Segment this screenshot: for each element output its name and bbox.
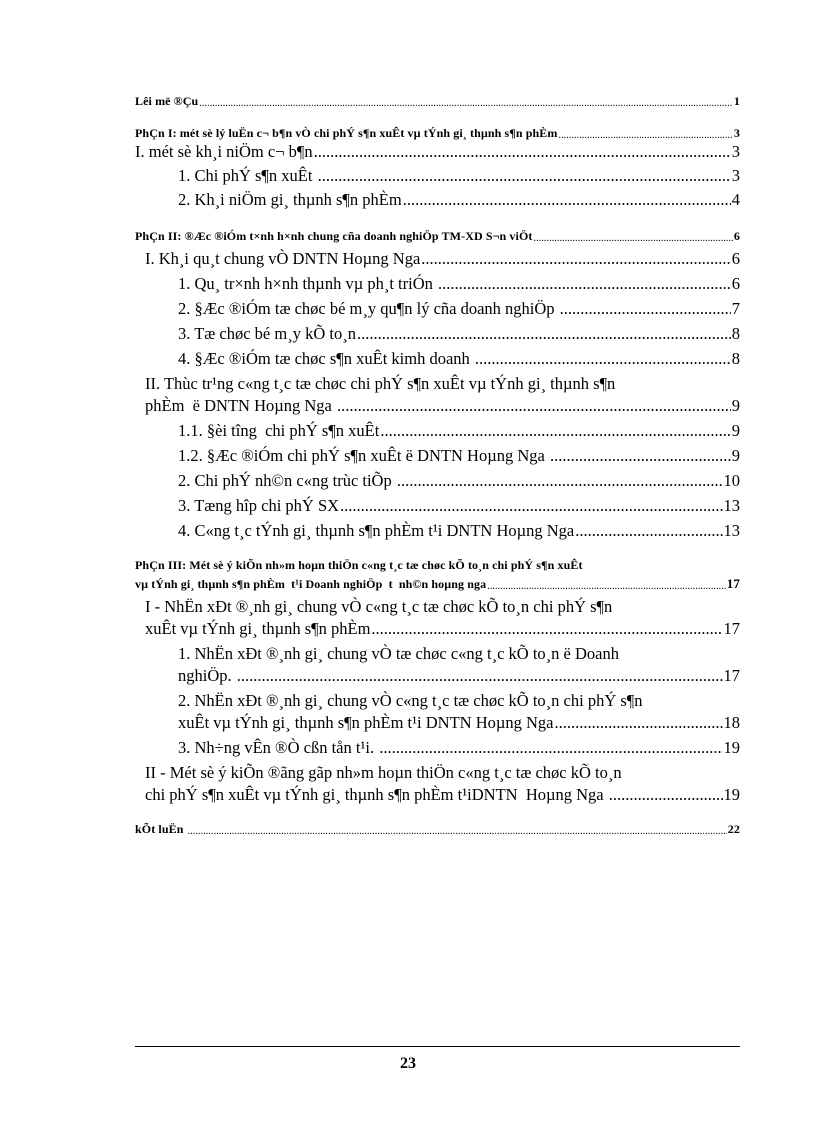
toc-entry-p2-s1 [135, 249, 740, 269]
toc-page-number: 9 [731, 421, 740, 440]
toc-entry-p2-s2-4 [135, 521, 740, 541]
toc-entry-part2 [135, 229, 740, 244]
toc-page-number: 8 [731, 349, 740, 368]
toc-entry-p3-s1-2 [135, 691, 740, 733]
toc-entry-title: 3. Tæ chøc bé m¸y kÕ to¸n [178, 324, 356, 343]
toc-entry-title-line2: vµ tÝnh gi¸ thµnh s¶n phÈm t¹i Doanh nghiÖp t nh©n hoµng nga [135, 577, 487, 591]
toc-entry-title: 4. C«ng t¸c tÝnh gi¸ thµnh s¶n phÈm t¹i DNTN Hoµng Nga [178, 521, 575, 540]
toc-entry-title: PhÇn II: ®Æc ®iÓm t×nh h×nh chung cña doanh nghiÖp TM-XD S¬n viÖt [135, 229, 533, 243]
toc-entry-p1-s1 [135, 142, 740, 162]
toc-entry-p2-s2-3 [135, 496, 740, 516]
toc-entry-title: 1. Chi phÝ s¶n xuÊt [178, 166, 317, 185]
toc-page-number: 17 [726, 576, 740, 591]
page-number: 23 [400, 1055, 416, 1072]
toc-entry-title: 3. Tæng hîp chi phÝ SX [178, 496, 340, 515]
toc-page-number: 4 [731, 190, 740, 209]
toc-page-number: 13 [723, 496, 740, 515]
toc-entry-part3 [135, 558, 740, 592]
toc-entry-title-line2: xuÊt vµ tÝnh gi¸ thµnh s¶n phÈm [145, 619, 371, 638]
toc-page-number: 1 [733, 94, 740, 108]
toc-entry-title: 2. §Æc ®iÓm tæ chøc bé m¸y qu¶n lý cña doanh nghiÖp [178, 299, 559, 318]
table-of-contents [135, 92, 740, 837]
toc-entry-title: 1.1. §èi tîng chi phÝ s¶n xuÊt [178, 421, 380, 440]
toc-entry-title: I. Kh¸i qu¸t chung vÒ DNTN Hoµng Nga [145, 249, 421, 268]
toc-entry-p2-s1-3 [135, 324, 740, 344]
toc-page-number: 9 [731, 446, 740, 465]
toc-entry-p2-s1-1 [135, 274, 740, 294]
toc-entry-title: 3. Nh÷ng vÊn ®Ò cßn tån t¹i. [178, 738, 379, 757]
toc-entry-p2-s2-2 [135, 471, 740, 491]
toc-entry-conclusion [135, 822, 740, 837]
toc-entry-p2-s1-4 [135, 349, 740, 369]
toc-entry-title-line1: II - Mét sè ý kiÕn ®ãng gãp nh»m hoµn thiÖn c«ng t¸c tæ chøc kÕ to¸n [145, 763, 622, 782]
toc-entry-title-line1: II. Thùc tr¹ng c«ng t¸c tæ chøc chi phÝ s¶n xuÊt vµ tÝnh gi¸ thµnh s¶n [145, 374, 616, 393]
toc-entry-title: PhÇn I: mét sè lý luËn c¬ b¶n vÒ chi phÝ s¶n xuÊt vµ tÝnh gi¸ thµnh s¶n phÈm [135, 126, 558, 140]
toc-page-number: 22 [727, 822, 740, 836]
toc-entry-title-line1: I - NhËn xÐt ®¸nh gi¸ chung vÒ c«ng t¸c tæ chøc kÕ to¸n chi phÝ s¶n [145, 597, 613, 616]
toc-page-number: 3 [733, 126, 740, 140]
toc-page-number: 19 [723, 738, 740, 757]
toc-entry-p1-s1-2 [135, 190, 740, 210]
toc-entry-p2-s1-2 [135, 299, 740, 319]
toc-entry-p3-s1-3 [135, 738, 740, 758]
toc-entry-title-line1: 2. NhËn xÐt ®¸nh gi¸ chung vÒ c«ng t¸c tæ chøc kÕ to¸n chi phÝ s¶n [178, 691, 643, 710]
toc-entry-intro [135, 94, 740, 109]
toc-page-number: 10 [723, 471, 740, 490]
toc-page-number: 17 [723, 619, 740, 638]
toc-entry-title-line2: nghiÖp. [178, 666, 236, 685]
toc-page-number: 3 [731, 142, 740, 161]
toc-entry-title: 1. Qu¸ tr×nh h×nh thµnh vµ ph¸t triÓn [178, 274, 437, 293]
toc-entry-p2-s2-12 [135, 446, 740, 466]
toc-entry-p2-s2 [135, 374, 740, 416]
toc-entry-title-line1: 1. NhËn xÐt ®¸nh gi¸ chung vÒ tæ chøc c«ng t¸c kÕ to¸n ë Doanh [178, 644, 619, 663]
toc-entry-p3-s1-1 [135, 644, 740, 686]
toc-entry-title: I. mét sè kh¸i niÖm c¬ b¶n [135, 142, 313, 161]
toc-entry-p3-s1 [135, 597, 740, 639]
toc-entry-title: Lêi më ®Çu [135, 94, 199, 108]
footer-divider [135, 1046, 740, 1047]
toc-entry-title-line2: xuÊt vµ tÝnh gi¸ thµnh s¶n phÈm t¹i DNTN Hoµng Nga [178, 713, 554, 732]
toc-entry-title: kÕt luËn [135, 822, 187, 836]
toc-page-number: 18 [723, 713, 740, 732]
toc-page-number: 8 [731, 324, 740, 343]
toc-entry-title: 4. §Æc ®iÓm tæ chøc s¶n xuÊt kimh doanh [178, 349, 474, 368]
toc-entry-p2-s2-11 [135, 421, 740, 441]
toc-entry-title-line1: PhÇn III: Mét sè ý kiÕn nh»m hoµn thiÖn c«ng t¸c tæ chøc kÕ to¸n chi phÝ s¶n xuÊt [135, 558, 583, 572]
toc-entry-title-line2: chi phÝ s¶n xuÊt vµ tÝnh gi¸ thµnh s¶n phÈm t¹iDNTN Hoµng Nga [145, 785, 608, 804]
toc-entry-title: 2. Chi phÝ nh©n c«ng trùc tiÕp [178, 471, 396, 490]
toc-page-number: 6 [733, 229, 740, 243]
toc-page-number: 6 [731, 274, 740, 293]
toc-entry-p1-s1-1 [135, 166, 740, 186]
toc-entry-title-line2: phÈm ë DNTN Hoµng Nga [145, 396, 336, 415]
toc-page-number: 3 [731, 166, 740, 185]
toc-page-number: 6 [731, 249, 740, 268]
toc-page-number: 9 [731, 396, 740, 415]
toc-entry-part1 [135, 126, 740, 141]
toc-entry-title: 1.2. §Æc ®iÓm chi phÝ s¶n xuÊt ë DNTN Hoµng Nga [178, 446, 549, 465]
toc-page-number: 19 [723, 785, 740, 804]
toc-page-number: 7 [731, 299, 740, 318]
toc-entry-p3-s2 [135, 763, 740, 805]
toc-page-number: 13 [723, 521, 740, 540]
toc-entry-title: 2. Kh¸i niÖm gi¸ thµnh s¶n phÈm [178, 190, 402, 209]
toc-page-number: 17 [723, 666, 740, 685]
